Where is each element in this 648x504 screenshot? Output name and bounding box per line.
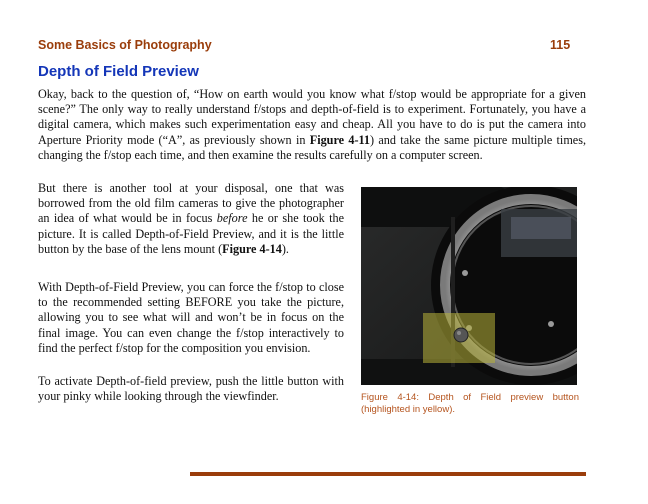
- mount-screw: [548, 321, 554, 327]
- mount-screw: [462, 270, 468, 276]
- paragraph-intro: [38, 87, 586, 163]
- figure-reference: Figure 4-14: [222, 241, 282, 256]
- text: he or she took the picture. It is called Depth-of-Field Preview, and it is the little button by the base of the lens mount (: [38, 211, 344, 256]
- page-number: 115: [550, 38, 571, 52]
- text: ) and take the same picture multiple times, changing the f/stop each time, and then examine the results carefully on a computer screen.: [38, 132, 586, 162]
- emphasis: before: [216, 211, 248, 226]
- camera-illustration: [361, 187, 577, 385]
- text: Okay, back to the question of, “How on earth would you know what f/stop would be appropriate for a given scene?” The only way to really understand f/stops and depth-of-field is to experiment. Fortunately, you have a digital camera, which makes such experimentation easy and cheap. All you have to do is put the camera into Aperture Priority mode (“A”, as previously shown in: [38, 87, 586, 147]
- paragraph-tool: [38, 181, 344, 257]
- camera-lens-mount-photo: [361, 187, 577, 385]
- text: But there is another tool at your disposal, one that was borrowed from the old film cameras to give the photographer an idea of what would be in focus: [38, 181, 344, 226]
- paragraph-activate: To activate Depth-of-field preview, push the little button with your pinky while looking through the viewfinder.: [38, 374, 344, 404]
- dof-preview-button: [454, 328, 468, 342]
- figure-reference: Figure 4-11: [309, 132, 371, 147]
- section-title: Depth of Field Preview: [38, 63, 199, 80]
- button-shine: [457, 331, 461, 335]
- figure-caption: Figure 4-14: Depth of Field preview button (highlighted in yellow).: [361, 392, 579, 415]
- footer-rule: [190, 472, 586, 476]
- paragraph-usage: With Depth-of-Field Preview, you can force the f/stop to close to the recommended setting BEFORE you take the picture, allowing you to see what will and won’t be in focus on the final image. You can even change the f/stop interactively to find the perfect f/stop for the composition you envision.: [38, 280, 344, 355]
- text: ).: [281, 241, 289, 256]
- mirror-reflection: [511, 217, 571, 239]
- chapter-title: Some Basics of Photography: [38, 38, 212, 52]
